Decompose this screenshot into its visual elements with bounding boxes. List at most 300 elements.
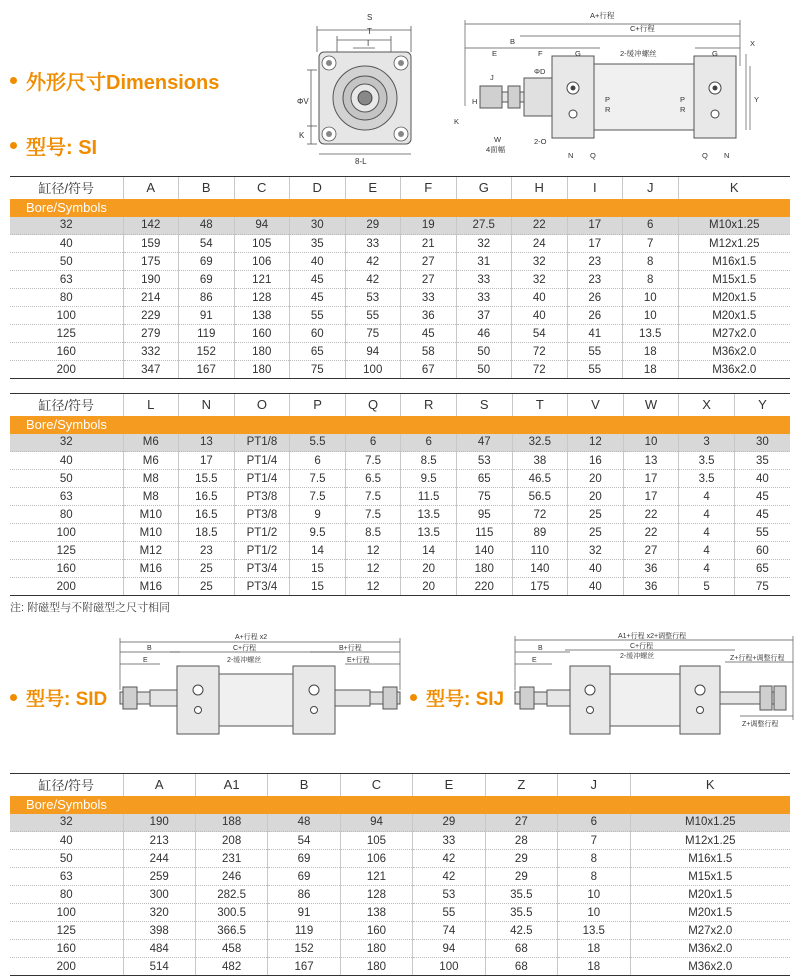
value-cell: 100 bbox=[345, 361, 401, 379]
value-cell: 46.5 bbox=[512, 470, 568, 488]
table-row bbox=[10, 958, 790, 976]
value-cell: 246 bbox=[195, 868, 267, 886]
col-header: W bbox=[623, 394, 679, 416]
value-cell: 7.5 bbox=[345, 452, 401, 470]
value-cell: 106 bbox=[234, 253, 290, 271]
col-header: A1 bbox=[195, 774, 267, 796]
value-cell: 4 bbox=[679, 524, 735, 542]
value-cell: M27x2.0 bbox=[678, 325, 790, 343]
value-cell: 35 bbox=[290, 235, 346, 253]
si-label-n2: N bbox=[724, 151, 730, 160]
bore-cell: 200 bbox=[10, 578, 123, 596]
front-label-i: I bbox=[367, 39, 370, 48]
bore-cell: 63 bbox=[10, 271, 123, 289]
col-header: X bbox=[679, 394, 735, 416]
col-header: T bbox=[512, 394, 568, 416]
magnet-note: 注: 附磁型与不附磁型之尺寸相同 bbox=[10, 602, 171, 614]
value-cell: 56.5 bbox=[512, 488, 568, 506]
bore-symbols-band: Bore/Symbols bbox=[10, 796, 790, 814]
value-cell: 74 bbox=[413, 922, 485, 940]
value-cell: 229 bbox=[123, 307, 179, 325]
value-cell: 100 bbox=[413, 958, 485, 976]
si-label-y: Y bbox=[754, 95, 760, 104]
value-cell: 86 bbox=[179, 289, 235, 307]
bore-cell: 50 bbox=[10, 850, 123, 868]
value-cell: M10x1.25 bbox=[630, 814, 790, 832]
value-cell: 55 bbox=[413, 904, 485, 922]
value-cell: 17 bbox=[179, 452, 235, 470]
model-sid-title: 型号: SID bbox=[26, 689, 108, 710]
value-cell: 152 bbox=[179, 343, 235, 361]
sij-label-c: C+行程 bbox=[630, 643, 654, 650]
col-header: K bbox=[630, 774, 790, 796]
value-cell: 60 bbox=[734, 542, 790, 560]
value-cell: 94 bbox=[340, 814, 412, 832]
col-header: N bbox=[179, 394, 235, 416]
value-cell: 167 bbox=[179, 361, 235, 379]
value-cell: M15x1.5 bbox=[630, 868, 790, 886]
value-cell: 22 bbox=[623, 524, 679, 542]
value-cell: 48 bbox=[268, 814, 340, 832]
table-row bbox=[10, 542, 790, 560]
value-cell: PT1/4 bbox=[234, 452, 290, 470]
value-cell: 40 bbox=[568, 578, 624, 596]
value-cell: 13 bbox=[179, 434, 235, 452]
value-cell: 12 bbox=[345, 542, 401, 560]
bore-cell: 63 bbox=[10, 488, 123, 506]
col-header: S bbox=[456, 394, 512, 416]
value-cell: 30 bbox=[290, 217, 346, 235]
model-sid-heading bbox=[10, 684, 107, 711]
value-cell: 347 bbox=[123, 361, 179, 379]
col-header: G bbox=[456, 177, 512, 199]
col-header: L bbox=[123, 394, 179, 416]
bore-cell: 100 bbox=[10, 524, 123, 542]
bore-cell: 125 bbox=[10, 542, 123, 560]
value-cell: 244 bbox=[123, 850, 195, 868]
value-cell: 17 bbox=[567, 235, 623, 253]
value-cell: 8 bbox=[558, 850, 630, 868]
value-cell: PT1/2 bbox=[234, 542, 290, 560]
value-cell: 25 bbox=[179, 560, 235, 578]
value-cell: 53 bbox=[456, 452, 512, 470]
value-cell: 33 bbox=[456, 289, 512, 307]
value-cell: M10 bbox=[123, 506, 179, 524]
value-cell: 152 bbox=[268, 940, 340, 958]
table-row bbox=[10, 922, 790, 940]
value-cell: 29 bbox=[345, 217, 401, 235]
value-cell: 3.5 bbox=[679, 452, 735, 470]
value-cell: 25 bbox=[568, 506, 624, 524]
front-label-l: 8-L bbox=[355, 157, 367, 166]
value-cell: PT3/4 bbox=[234, 560, 290, 578]
bore-symbol-header: 缸径/符号 bbox=[10, 774, 123, 796]
value-cell: M16 bbox=[123, 578, 179, 596]
value-cell: M16 bbox=[123, 560, 179, 578]
bore-cell: 50 bbox=[10, 470, 123, 488]
value-cell: 40 bbox=[512, 289, 568, 307]
si-label-b: B bbox=[510, 37, 516, 46]
value-cell: 15 bbox=[290, 578, 346, 596]
sij-rear-cap bbox=[680, 666, 720, 734]
value-cell: 18.5 bbox=[179, 524, 235, 542]
value-cell: 175 bbox=[123, 253, 179, 271]
table-row bbox=[10, 343, 790, 361]
value-cell: 10 bbox=[623, 289, 679, 307]
value-cell: 5.5 bbox=[290, 434, 346, 452]
model-si-heading bbox=[10, 131, 97, 160]
si-label-w: W bbox=[494, 135, 502, 144]
col-header: V bbox=[568, 394, 624, 416]
value-cell: 25 bbox=[179, 578, 235, 596]
value-cell: M15x1.5 bbox=[678, 271, 790, 289]
si-label-r1: R bbox=[605, 105, 611, 114]
value-cell: 29 bbox=[413, 814, 485, 832]
value-cell: 16.5 bbox=[179, 488, 235, 506]
bore-cell: 160 bbox=[10, 343, 123, 361]
value-cell: 40 bbox=[512, 307, 568, 325]
value-cell: 27 bbox=[401, 253, 457, 271]
value-cell: 180 bbox=[234, 343, 290, 361]
si-label-g1: G bbox=[575, 49, 581, 58]
value-cell: 11.5 bbox=[401, 488, 457, 506]
value-cell: 75 bbox=[456, 488, 512, 506]
bullet-dot-icon bbox=[10, 77, 17, 84]
value-cell: 3 bbox=[679, 434, 735, 452]
value-cell: 41 bbox=[567, 325, 623, 343]
value-cell: 35 bbox=[734, 452, 790, 470]
front-label-k: K bbox=[299, 131, 305, 140]
table-row bbox=[10, 940, 790, 958]
value-cell: 69 bbox=[179, 253, 235, 271]
col-header: B bbox=[268, 774, 340, 796]
value-cell: 3.5 bbox=[679, 470, 735, 488]
value-cell: 8 bbox=[623, 271, 679, 289]
bore-symbol-header: 缸径/符号 bbox=[10, 177, 123, 199]
value-cell: 32 bbox=[456, 235, 512, 253]
si-label-j: J bbox=[490, 73, 494, 82]
value-cell: 72 bbox=[512, 343, 568, 361]
dimensions-table-2 bbox=[10, 393, 790, 596]
sid-rear-cap bbox=[293, 666, 335, 734]
value-cell: 180 bbox=[340, 958, 412, 976]
value-cell: 142 bbox=[123, 217, 179, 235]
si-label-x: X bbox=[750, 39, 756, 48]
value-cell: 50 bbox=[456, 361, 512, 379]
front-view-drawing bbox=[297, 8, 435, 168]
value-cell: 38 bbox=[512, 452, 568, 470]
table-row bbox=[10, 325, 790, 343]
value-cell: 55 bbox=[734, 524, 790, 542]
value-cell: M6 bbox=[123, 452, 179, 470]
value-cell: M36x2.0 bbox=[678, 361, 790, 379]
value-cell: 213 bbox=[123, 832, 195, 850]
value-cell: 159 bbox=[123, 235, 179, 253]
value-cell: 86 bbox=[268, 886, 340, 904]
value-cell: 10 bbox=[558, 904, 630, 922]
si-label-r2: R bbox=[680, 105, 686, 114]
bore-cell: 32 bbox=[10, 434, 123, 452]
table-3-body bbox=[10, 814, 790, 976]
value-cell: 67 bbox=[401, 361, 457, 379]
value-cell: 42 bbox=[413, 868, 485, 886]
bore-cell: 80 bbox=[10, 886, 123, 904]
bore-cell: 50 bbox=[10, 253, 123, 271]
value-cell: PT3/8 bbox=[234, 488, 290, 506]
model-sij-heading bbox=[410, 684, 504, 711]
bore-cell: 100 bbox=[10, 307, 123, 325]
value-cell: 484 bbox=[123, 940, 195, 958]
dimensions-table-3 bbox=[10, 773, 790, 976]
value-cell: 9.5 bbox=[401, 470, 457, 488]
table-row bbox=[10, 524, 790, 542]
value-cell: M16x1.5 bbox=[678, 253, 790, 271]
value-cell: 26 bbox=[567, 307, 623, 325]
bore-cell: 40 bbox=[10, 452, 123, 470]
value-cell: 26 bbox=[567, 289, 623, 307]
value-cell: 4 bbox=[679, 560, 735, 578]
value-cell: 69 bbox=[268, 850, 340, 868]
bore-symbols-band: Bore/Symbols bbox=[10, 199, 790, 217]
value-cell: 42 bbox=[345, 271, 401, 289]
value-cell: M20x1.5 bbox=[630, 886, 790, 904]
value-cell: 208 bbox=[195, 832, 267, 850]
value-cell: 8.5 bbox=[401, 452, 457, 470]
value-cell: 8 bbox=[623, 253, 679, 271]
value-cell: 7 bbox=[623, 235, 679, 253]
value-cell: 75 bbox=[290, 361, 346, 379]
value-cell: 231 bbox=[195, 850, 267, 868]
col-header: E bbox=[413, 774, 485, 796]
value-cell: M12x1.25 bbox=[630, 832, 790, 850]
sij-barrel bbox=[610, 674, 680, 726]
bore-cell: 100 bbox=[10, 904, 123, 922]
si-label-c: C+行程 bbox=[630, 24, 655, 33]
value-cell: M8 bbox=[123, 470, 179, 488]
sij-label-a1: A1+行程 x2+调整行程 bbox=[618, 633, 687, 640]
value-cell: 105 bbox=[234, 235, 290, 253]
table-row bbox=[10, 560, 790, 578]
value-cell: 6 bbox=[401, 434, 457, 452]
value-cell: PT1/4 bbox=[234, 470, 290, 488]
value-cell: 7 bbox=[558, 832, 630, 850]
value-cell: 69 bbox=[179, 271, 235, 289]
value-cell: 6 bbox=[558, 814, 630, 832]
value-cell: 42 bbox=[413, 850, 485, 868]
value-cell: 32 bbox=[568, 542, 624, 560]
value-cell: 18 bbox=[558, 958, 630, 976]
value-cell: 320 bbox=[123, 904, 195, 922]
si-label-flats: 4面幅 bbox=[486, 145, 506, 154]
value-cell: 18 bbox=[623, 343, 679, 361]
bore-cell: 40 bbox=[10, 832, 123, 850]
si-front-cap bbox=[552, 56, 594, 138]
value-cell: 55 bbox=[567, 343, 623, 361]
value-cell: 27 bbox=[485, 814, 557, 832]
value-cell: 13.5 bbox=[401, 506, 457, 524]
value-cell: 4 bbox=[679, 488, 735, 506]
value-cell: 121 bbox=[340, 868, 412, 886]
value-cell: 95 bbox=[456, 506, 512, 524]
value-cell: 8 bbox=[558, 868, 630, 886]
value-cell: 21 bbox=[401, 235, 457, 253]
table-row bbox=[10, 217, 790, 235]
bore-cell: 160 bbox=[10, 940, 123, 958]
table-row bbox=[10, 452, 790, 470]
value-cell: 8.5 bbox=[345, 524, 401, 542]
col-header: P bbox=[290, 394, 346, 416]
value-cell: 6 bbox=[623, 217, 679, 235]
col-header: F bbox=[401, 177, 457, 199]
sij-front-cap bbox=[570, 666, 610, 734]
value-cell: 33 bbox=[401, 289, 457, 307]
col-header: Q bbox=[345, 394, 401, 416]
sid-label-e: E bbox=[143, 657, 148, 664]
value-cell: 36 bbox=[623, 560, 679, 578]
bore-cell: 200 bbox=[10, 361, 123, 379]
table-row bbox=[10, 253, 790, 271]
value-cell: 14 bbox=[401, 542, 457, 560]
value-cell: 220 bbox=[456, 578, 512, 596]
value-cell: 138 bbox=[340, 904, 412, 922]
value-cell: 13.5 bbox=[401, 524, 457, 542]
value-cell: 180 bbox=[340, 940, 412, 958]
col-header: J bbox=[623, 177, 679, 199]
si-label-p2: P bbox=[680, 95, 686, 104]
si-label-d: ΦD bbox=[534, 67, 546, 76]
si-label-f: F bbox=[538, 49, 543, 58]
value-cell: M10x1.25 bbox=[678, 217, 790, 235]
si-label-p1: P bbox=[605, 95, 611, 104]
bore-cell: 125 bbox=[10, 922, 123, 940]
bore-cell: 40 bbox=[10, 235, 123, 253]
front-label-s: S bbox=[367, 13, 373, 22]
value-cell: 36 bbox=[401, 307, 457, 325]
value-cell: 106 bbox=[340, 850, 412, 868]
sij-label-e: E bbox=[532, 657, 537, 664]
value-cell: 75 bbox=[734, 578, 790, 596]
value-cell: 128 bbox=[234, 289, 290, 307]
col-header: K bbox=[678, 177, 790, 199]
value-cell: 12 bbox=[568, 434, 624, 452]
value-cell: 45 bbox=[290, 271, 346, 289]
table-row bbox=[10, 850, 790, 868]
value-cell: 23 bbox=[179, 542, 235, 560]
value-cell: M16x1.5 bbox=[630, 850, 790, 868]
value-cell: 332 bbox=[123, 343, 179, 361]
si-label-k: K bbox=[454, 117, 460, 126]
value-cell: 58 bbox=[401, 343, 457, 361]
value-cell: 10 bbox=[623, 434, 679, 452]
value-cell: 27 bbox=[401, 271, 457, 289]
value-cell: M10 bbox=[123, 524, 179, 542]
bore-cell: 125 bbox=[10, 325, 123, 343]
sid-label-b-stroke: B+行程 bbox=[339, 645, 362, 652]
bore-cell: 32 bbox=[10, 217, 123, 235]
table-row bbox=[10, 271, 790, 289]
bullet-dot-icon bbox=[10, 694, 17, 701]
value-cell: M27x2.0 bbox=[630, 922, 790, 940]
value-cell: 47 bbox=[456, 434, 512, 452]
table-row bbox=[10, 235, 790, 253]
value-cell: 482 bbox=[195, 958, 267, 976]
value-cell: 68 bbox=[485, 958, 557, 976]
sij-label-b: B bbox=[538, 645, 543, 652]
col-header: Y bbox=[734, 394, 790, 416]
sid-drawing bbox=[115, 630, 405, 742]
value-cell: 105 bbox=[340, 832, 412, 850]
table-row bbox=[10, 832, 790, 850]
bore-cell: 200 bbox=[10, 958, 123, 976]
si-label-g2: G bbox=[712, 49, 718, 58]
value-cell: 13.5 bbox=[623, 325, 679, 343]
value-cell: 46 bbox=[456, 325, 512, 343]
value-cell: 7.5 bbox=[345, 488, 401, 506]
value-cell: 18 bbox=[558, 940, 630, 958]
value-cell: 29 bbox=[485, 868, 557, 886]
bore-cell: 160 bbox=[10, 560, 123, 578]
value-cell: 17 bbox=[623, 470, 679, 488]
value-cell: 65 bbox=[734, 560, 790, 578]
value-cell: 160 bbox=[340, 922, 412, 940]
value-cell: 94 bbox=[345, 343, 401, 361]
value-cell: 7.5 bbox=[290, 470, 346, 488]
sij-drawing bbox=[510, 630, 798, 742]
value-cell: 72 bbox=[512, 506, 568, 524]
si-label-n1: N bbox=[568, 151, 574, 160]
value-cell: 188 bbox=[195, 814, 267, 832]
value-cell: 214 bbox=[123, 289, 179, 307]
bore-cell: 63 bbox=[10, 868, 123, 886]
table-row bbox=[10, 814, 790, 832]
value-cell: 366.5 bbox=[195, 922, 267, 940]
sid-front-cap bbox=[177, 666, 219, 734]
value-cell: 31 bbox=[456, 253, 512, 271]
value-cell: 300 bbox=[123, 886, 195, 904]
value-cell: M36x2.0 bbox=[630, 958, 790, 976]
sij-label-cushion: 2-缓冲螺丝 bbox=[620, 653, 655, 660]
value-cell: 37 bbox=[456, 307, 512, 325]
bullet-dot-icon bbox=[10, 142, 17, 149]
sij-label-z-adjust: Z+调整行程 bbox=[742, 721, 779, 728]
value-cell: 27 bbox=[623, 542, 679, 560]
value-cell: 259 bbox=[123, 868, 195, 886]
value-cell: 54 bbox=[512, 325, 568, 343]
value-cell: M20x1.5 bbox=[678, 289, 790, 307]
bore-symbol-header: 缸径/符号 bbox=[10, 394, 123, 416]
sid-label-c: C+行程 bbox=[233, 645, 257, 652]
value-cell: 6.5 bbox=[345, 470, 401, 488]
table-row bbox=[10, 307, 790, 325]
col-header: A bbox=[123, 774, 195, 796]
value-cell: 15 bbox=[290, 560, 346, 578]
value-cell: 23 bbox=[567, 253, 623, 271]
col-header: J bbox=[558, 774, 630, 796]
value-cell: 180 bbox=[456, 560, 512, 578]
value-cell: 10 bbox=[623, 307, 679, 325]
value-cell: 54 bbox=[179, 235, 235, 253]
value-cell: 35.5 bbox=[485, 904, 557, 922]
value-cell: 40 bbox=[290, 253, 346, 271]
value-cell: 20 bbox=[568, 470, 624, 488]
col-header: D bbox=[290, 177, 346, 199]
value-cell: 60 bbox=[290, 325, 346, 343]
table-row bbox=[10, 289, 790, 307]
value-cell: 48 bbox=[179, 217, 235, 235]
value-cell: 17 bbox=[623, 488, 679, 506]
value-cell: 5 bbox=[679, 578, 735, 596]
value-cell: 167 bbox=[268, 958, 340, 976]
